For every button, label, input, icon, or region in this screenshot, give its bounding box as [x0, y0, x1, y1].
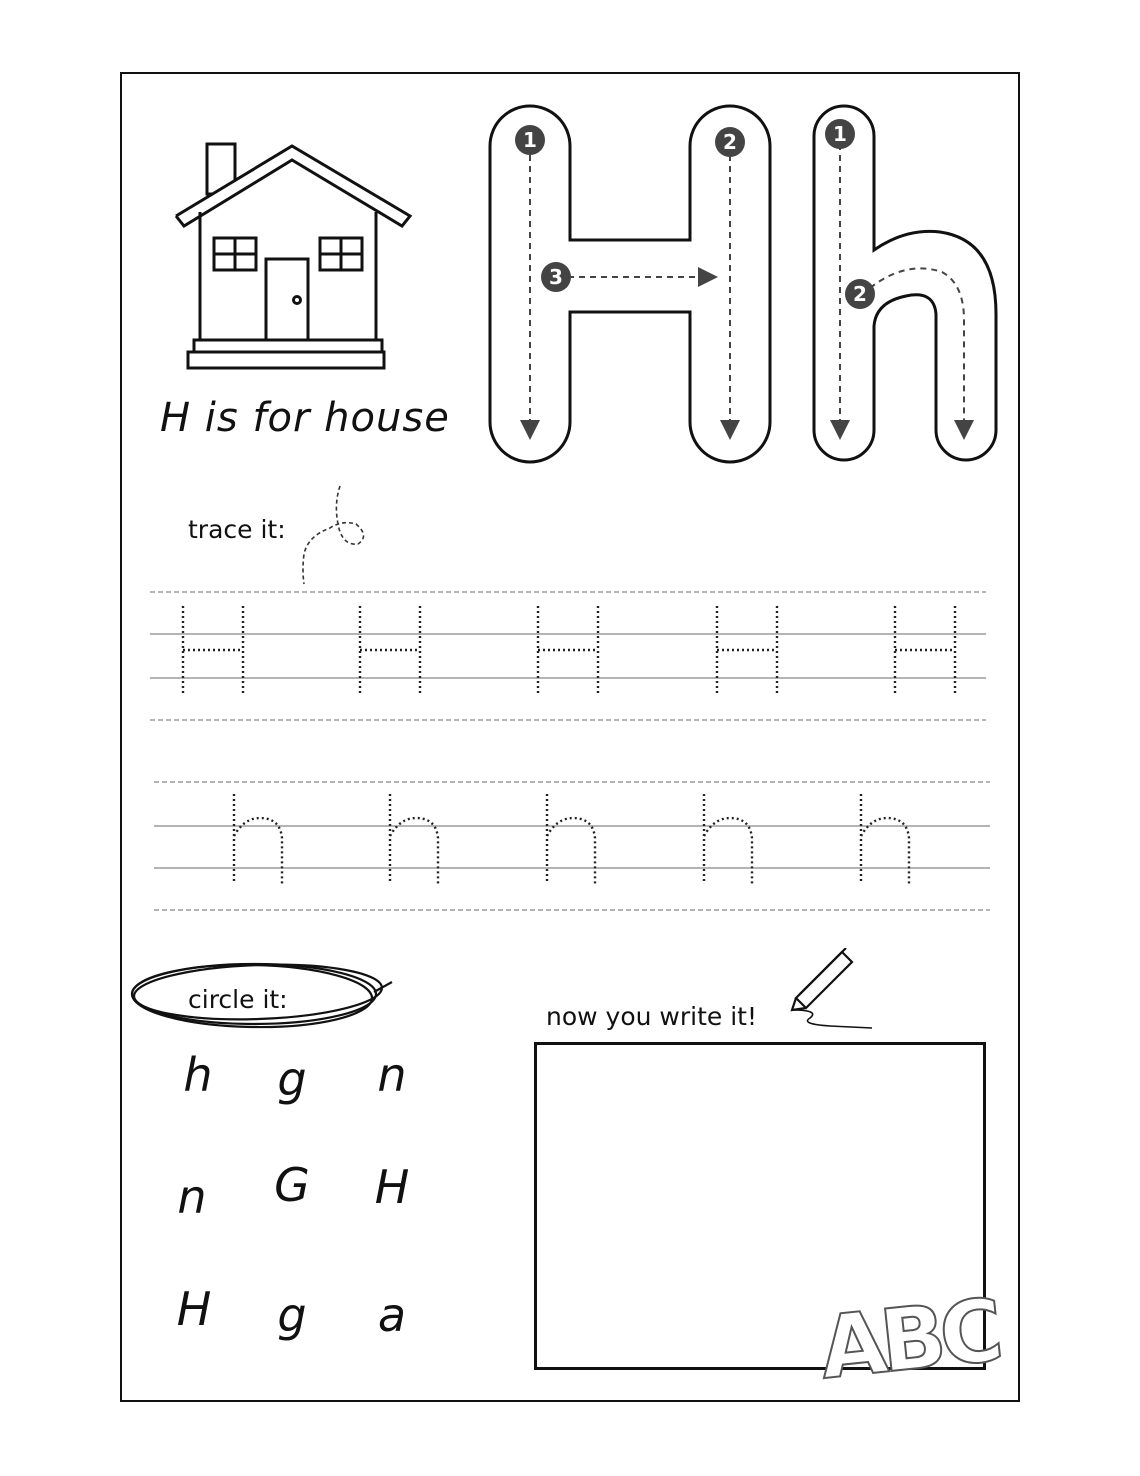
trace-it-label: trace it:: [188, 515, 286, 544]
uppercase-trace-row: [150, 586, 992, 726]
letter-guide-Hh: [486, 100, 1002, 470]
trace-swirl-icon: [296, 484, 372, 586]
circle-letter[interactable]: a: [377, 1288, 407, 1342]
write-it-label: now you write it!: [546, 1002, 757, 1031]
circle-letter[interactable]: n: [377, 1048, 407, 1102]
circle-letter[interactable]: H: [176, 1282, 212, 1336]
circle-letter[interactable]: H: [374, 1160, 410, 1214]
circle-letter[interactable]: h: [183, 1048, 213, 1102]
caption-text: H is for house: [160, 395, 450, 441]
lowercase-trace-row: [154, 776, 996, 916]
circle-letter[interactable]: g: [277, 1288, 307, 1342]
stroke-number: 2: [723, 130, 737, 154]
circle-letter[interactable]: n: [177, 1170, 207, 1224]
circle-letter[interactable]: G: [274, 1158, 310, 1212]
stroke-number: 1: [833, 122, 847, 146]
circle-it-label: circle it:: [188, 985, 288, 1014]
stroke-number: 1: [523, 128, 537, 152]
circle-letter[interactable]: g: [277, 1052, 307, 1106]
stroke-number: 3: [549, 265, 563, 289]
house-icon: [170, 140, 420, 375]
abc-decoration: ABC: [815, 1281, 1002, 1399]
stroke-number: 2: [853, 282, 867, 306]
pencil-icon: [790, 948, 876, 1034]
